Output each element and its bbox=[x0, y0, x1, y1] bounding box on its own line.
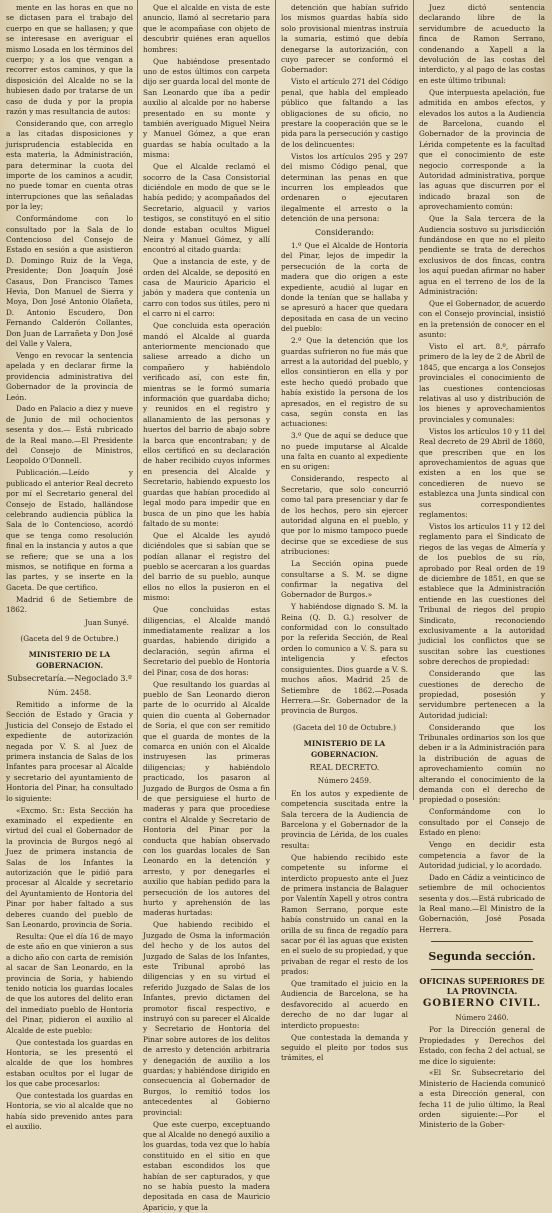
divider bbox=[431, 941, 533, 942]
subheading: REAL DECRETO. bbox=[309, 762, 380, 772]
paragraph: Conformándome con lo consultado por el Consejo de Estado en pleno: bbox=[419, 807, 545, 838]
paragraph: Considerando que los Tribunales ordinarios son los que deben ir a la Administración para la distribución de aguas de aprovechamiento común no alterando el conocimiento de la demanda con el derecho de propiedad o posesión: bbox=[419, 722, 545, 805]
paragraph: 2.º Que la detención que los guardas sufrieron no fue más que arrest a la autoridad del pueblo, y ellos consintieron en ella y por este hecho quedó probado que había existido la persona de los apresados, en el registro de su casa, según consta en las actuaciones: bbox=[281, 336, 408, 429]
paragraph: Considerando, respecto al Secretario, que solo concurrió como tal para presenciar y dar fe de los hechos, pero sin ejercer autoridad alguna en el pueblo, y que por lo mismo tampoco puede decirse que se excediese de sus atribuciones: bbox=[281, 474, 408, 557]
paragraph: Madrid 6 de Setiembre de 1862. bbox=[6, 594, 133, 615]
paragraph: Dado en Palacio a diez y nueve de Junio de mil ochocientos sesenta y dos.— Está rubricado de la Real mano.—El Presidente del Consejo de Ministros, Leopoldo O'Donnell. bbox=[6, 404, 133, 466]
paragraph: detención que habían sufrido los mismos guardas había sido solo provisional mientras instruía la sumaria, estimó que debía denegarse la autorización, con cuyo parecer se conformó el Gobernador: bbox=[281, 3, 408, 75]
paragraph: Publicación.—Leído y publicado el anterior Real decreto por mí el Secretario general del Consejo de Estado, hallándose celebrando audiencia pública la Sala de lo Contencioso, acordó que se tenga como resolución final en la instancia y autos a que se refiere; que se una a los mismos, se notifique en forma a las partes, y se inserte en la Gaceta. De que certifico. bbox=[6, 468, 133, 592]
section-heading: MINISTERIO DE LA GOBERNACION. bbox=[28, 650, 111, 670]
column-2 bbox=[143, 3, 270, 1212]
paragraph: Que el alcalde en vista de este anuncio, llamó al secretario para que le acompañase con objeto de descubrir quiénes eran aquellos hombres: bbox=[143, 3, 270, 54]
item-number: Número 2460. bbox=[455, 1012, 509, 1022]
item-number: Número 2459. bbox=[317, 776, 372, 786]
divider bbox=[431, 969, 533, 970]
paragraph: Que la Sala tercera de la Audiencia sostuvo su jurisdicción fundándose en que no el pleito pendiente se trata de derechos exclusivos de dos fincas, contra los aquí puedan afirmar no haber agua en el terreno de los de la Administración: bbox=[419, 214, 545, 296]
paragraph: Que concluidas estas diligencias, el Alcalde mandó inmediatamente realizar a los guardas, habiendo dirigido a declaración, según afirma el Secretario del pueblo de Hontoria del Pinar, cosa de dos horas: bbox=[143, 605, 270, 677]
subheading: Subsecretaría.—Negociado 3.º bbox=[7, 674, 132, 684]
column-1 bbox=[6, 3, 133, 1132]
paragraph: Visto el art. 8.º, párrafo primero de la ley de 2 de Abril de 1845, que encarga a los Consejos provinciales el conocimiento de las cuestiones contenciosas relativas al uso y distribución de los bienes y aprovechamientos provinciales y comunales: bbox=[419, 342, 545, 424]
column-4 bbox=[419, 3, 545, 1130]
item-number: Núm. 2458. bbox=[47, 687, 92, 697]
gaceta-note: (Gaceta del 9 de Octubre.) bbox=[20, 633, 119, 643]
paragraph: Que contestada los guardas en Hontoria, se vio al alcalde que no había sido prevenido antes para el auxilio. bbox=[6, 1091, 133, 1132]
column-rule bbox=[137, 0, 138, 800]
column-rule bbox=[275, 0, 276, 800]
section-title: Segunda sección. bbox=[428, 950, 536, 964]
paragraph: Que el Gobernador, de acuerdo con el Consejo provincial, insistió en la pretensión de conocer en el asunto: bbox=[419, 298, 545, 340]
paragraph: Que concluida esta operación mandó el Alcalde al guarda anteriormente mencionado que saliese arreado a dicho un compañero y habiéndolo verificado así, con este fin, mientras se le formó sumaria información que guardaba dicho; y reunidos en el registro y allanamiento de las personas y huertos del barrio de abajo sobre la barca que encontraban; y de ellos certificó en su declaración de haber recibido cuyos informes en presencia del Alcalde y Secretario, habiendo expuesto los guardas que habían procedido al legal modo para impedir que en busca de un pino que les había faltado de su monte: bbox=[143, 321, 270, 528]
paragraph: Vistos los artículos 295 y 297 del mismo Código penal, que determinan las penas en que incurren los empleados que ordenaren o ejecutaren ilegalmente el arresto o la detención de una persona: bbox=[281, 151, 408, 224]
paragraph: Que resultando los guardas al pueblo de San Leonardo dieron parte de lo ocurrido al Alcalde quien dio cuenta al Gobernador de Soria, el que con ser remitido que el guarda de montes de la comarca en unión con el Alcalde instruyesen las primeras diligencias; y habiéndolo practicado, los pasaron al Juzgado de Burgos de Osma a fin de que persiguiese el hurto de maderas y para que procediese contra el Alcalde y Secretario de Hontoria del Pinar por la conducta que habían observado con los guardas locales de San Leonardo en la detención y arresto, y por denegarles el auxilio que habían pedido para la persecución de los autores del hurto y aprehensión de las maderas hurtadas: bbox=[143, 679, 270, 918]
paragraph: Que tramitado el juicio en la Audiencia de Barcelona, se ha desfavorecido al acuerdo en derecho de no dar lugar al interdicto propuesto: bbox=[281, 979, 408, 1030]
paragraph: Remitido a informe de la Sección de Estado y Gracia y Justicia del Consejo de Estado el expediente de autorización negada por V. S. al Juez de primera instancia de Salas de los Infantes para procesar al Alcalde y secretario del ayuntamiento de Hontoria del Pinar, ha consultado lo siguiente: bbox=[6, 700, 133, 803]
paragraph: «Excmo. Sr.: Esta Sección ha examinado el expediente en virtud del cual el Gobernador de la provincia de Burgos negó al Juez de primera instancia de Salas de los Infantes la autorización que le pidió para procesar al Alcalde y secretario del Ayuntamiento de Hontoria del Pinar por haber faltado a sus deberes cuando del pueblo de San Leonardo, provincia de Soria. bbox=[6, 805, 133, 930]
paragraph: Vistos los artículos 10 y 11 del Real decreto de 29 Abril de 1860, que prescriben que en los aprovechamientos de aguas que existen a en los que se concedieren de nuevo se establezca una Junta sindical con sus correspondientes reglamentos: bbox=[419, 426, 545, 519]
paragraph: 3.º Que de aquí se deduce que no puede imputarse al Alcalde una falta en cuanto al expediente en su origen: bbox=[281, 431, 408, 472]
paragraph: 1.º Que el Alcalde de Hontoria del Pinar, lejos de impedir la persecución de la corta de madera que dio origen a este expediente, acudió al lugar en donde la tenían que se hallaba y se apresuró a hacer que quedara depositada en casa de un vecino del pueblo: bbox=[281, 240, 408, 334]
signature: Juan Sunyé. bbox=[84, 617, 129, 627]
paragraph: Que habiendo recibido este competente su informe el interdicto propuesto ante el Juez de primera instancia de Balaguer por Valentín Xapell y otros contra Ramon Serrano, porque este había construido un canal en la orilla de su finca de regadío para sacar por él las aguas que existen en el suelo de su propiedad, y que privaban de regar el resto de los prados: bbox=[281, 852, 408, 977]
column-rule bbox=[413, 0, 414, 800]
considerando-label: Considerando: bbox=[315, 227, 374, 237]
paragraph: Vistos los artículos 11 y 12 del reglamento para el Sindicato de riegos de las vegas de Almería y de los pueblos de su río, aprobado por Real orden de 19 de diciembre de 1851, en que se establece que la Administración entiende en las cuestiones del Tribunal de riegos del propio Sindicato, reconociendo exclusivamente a la autoridad judicial los conflictos que se suscitan sobre las cuestiones sobre derechos de propiedad: bbox=[419, 521, 545, 667]
paragraph: Y habiéndose dignado S. M. la Reina (Q. D. G.) resolver de conformidad con lo consultado por la referida Sección, de Real orden lo comunico a V. S. para su inteligencia y efectos consiguientes. Dios guarde a V. S. muchos años. Madrid 25 de Setiembre de 1862.—Posada Herrera.—Sr. Gobernador de la provincia de Burgos. bbox=[281, 602, 408, 716]
paragraph: Que habiendo recibido el Juzgado de Osma la información del hecho y de los autos del Juzgado de Salas de los Infantes, este Tribunal aprobó las diligencias y en su virtud el referido Juzgado de Salas de los Infantes, previo dictamen del promotor fiscal respectivo, e instruyó con su parecer el Alcalde y Secretario de Hontoria del Pinar sobre autores de los delitos de arresto y detención arbitraria y denegación de auxilio a los guardas; y habiéndose dirigido en consecuencia al Gobernador de Burgos, lo remitió todos los antecedentes al Gobierno provincial: bbox=[143, 920, 270, 1117]
paragraph: Visto el artículo 271 del Código penal, que habla del empleado público que faltando a las obligaciones de su oficio, no prestare la cooperación que se le pida para la persecución y castigo de los delincuentes: bbox=[281, 77, 408, 149]
paragraph: Que este cuerpo, exceptuando que al Alcalde no denegó auxilio a los guardas, toda vez que lo había constituido en el sitio en que estaban escondidos los que habían de ser capturados, y que no se había puesto la madera depositada en casa de Mauricio Aparicio, y que la bbox=[143, 1119, 270, 1212]
paragraph: Juez dictó sentencia declarando libre de la servidumbre de acueducto la finca de Ramon Serrano, condenando a Xapell a la devolución de las costas del interdicto, y al pago de las costas en este último tribunal: bbox=[419, 3, 545, 85]
paragraph: Dado en Cádiz a veinticinco de setiembre de mil ochocientos sesenta y dos.—Está rubricado de la Real mano.—El Ministro de la Gobernación, José Posada Herrera. bbox=[419, 872, 545, 934]
section-heading: MINISTERIO DE LA GOBERNACION. bbox=[303, 739, 386, 759]
paragraph: En los autos y expediente de competencia suscitada entre la Sala tercera de la Audiencia de Barcelona y el Gobernador de la provincia de Lérida, de los cuales resulta: bbox=[281, 788, 408, 850]
paragraph: Por la Dirección general de Propiedades y Derechos del Estado, con fecha 2 del actual, se me dice lo siguiente: bbox=[419, 1025, 545, 1066]
paragraph: La Sección opina puede consultarse a S. M. se digne confirmar la negativa del Gobernador de Burgos.» bbox=[281, 559, 408, 600]
paragraph: Que interpuesta apelación, fue admitida en ambos efectos, y elevados los autos a la Audiencia de Barcelona, cuando el Gobernador de la provincia de Lérida competente es la facultad que el conocimiento de este negocio corresponde a la Autoridad administrativa, porque las aguas que discurren por el indicado brazal son de aprovechamiento común: bbox=[419, 87, 545, 212]
paragraph: Considerando que las cuestiones de derecho de propiedad, posesión y servidumbre pertenecen a la Autoridad judicial: bbox=[419, 669, 545, 720]
paragraph: Vengo en decidir esta competencia a favor de la Autoridad judicial, y lo acordado. bbox=[419, 840, 545, 870]
paragraph: Resulta: Que el día 16 de mayo de este año en que vinieron a sus a dicho año con carta de remisión al sacar de San Leonardo, en la provincia de Soria, y habiendo tenido noticia los guardas locales de que los autores del delito eran del inmediato pueblo de Hontoria del Pinar, pidieron el auxilio al Alcalde de este pueblo: bbox=[6, 931, 133, 1035]
gobierno-civil-heading: GOBIERNO CIVIL. bbox=[422, 998, 542, 1010]
paragraph: Considerando que, con arreglo a las citadas disposiciones y jurisprudencia establecida en esta materia, la Administración, para determinar la cuota del importe de los caminos a acudir, no puede tomar en cuenta otras interrupciones que las señaladas por la ley; bbox=[6, 118, 133, 212]
paragraph: Que el Alcalde les ayudó diciéndoles que si sabían que se podían allanar el registro del pueblo se acercaran a los guardas del barrio de su pueblo, aunque ellos no ellos la pusieron en el mismo: bbox=[143, 530, 270, 603]
paragraph: mente en las horas en que no se dictasen para el trabajo del cuerpo en que se hallasen; y que se interesase en averiguar el mismo Losada en los términos del cuerpo; y a los que vengan a recorrer estos caminos, y que la disposición del Alcalde no se la hubiesen dado por tratarse de un caso de duda y por la propia razón y mas resultancia de autos: bbox=[6, 3, 133, 117]
gaceta-note: (Gaceta del 10 de Octubre.) bbox=[293, 722, 396, 732]
paragraph: Que habiéndose presentado uno de estos últimos con carpeta dijo ser guarda local del monte de San Leonardo que iba a pedir auxilio al alcalde por no haberse presentado en su monte y también averiguado Miguel Neira y Manuel Gómez, a que eran guardas se había ocultado a la misma: bbox=[143, 56, 270, 160]
column-3 bbox=[281, 3, 408, 1063]
paragraph: «El Sr. Subsecretario del Ministerio de Hacienda comunicó a esta Dirección general, con fecha 11 de julio último, la Real orden siguiente:—Por el Ministerio de la Gober- bbox=[419, 1068, 545, 1130]
paragraph: Que a instancia de este, y de orden del Alcalde, se depositó en casa de Mauricio Aparicio el jabón y madera que contenía un carro con todos sus útiles, pero ni el carro ni el carro: bbox=[143, 257, 270, 319]
paragraph: Vengo en revocar la sentencia apelada y en declarar firme la providencia administrativa del Gobernador de la provincia de León. bbox=[6, 350, 133, 402]
offices-heading: OFICINAS SUPERIORES DE LA PROVINCIA. bbox=[419, 975, 545, 997]
paragraph: Que contestada los guardas en Hontoria, se les presentó el alcalde de que los hombres estaban ocultos por el lugar de los que cabe procesarlos: bbox=[6, 1037, 133, 1089]
paragraph: Que contestada la demanda y seguido el pleito por todos sus trámites, el bbox=[281, 1032, 408, 1063]
paragraph: Que el Alcalde reclamó el socorro de la Casa Consistorial diciéndole en modo de que se le había pedido; y acompañados del Secretario, alguacil y varios testigos, se constituyó en el sitio donde estaban ocultos Miguel Neira y Manuel Gómez, y allí encontró al citado guarda: bbox=[143, 162, 270, 255]
paragraph: Conformándome con lo consultado por la Sala de lo Contencioso del Consejo de Estado en sesión a que asistieron D. Domingo Ruiz de la Vega, Presidente; Don Joaquín José Casaus, Don Francisco Tames Hevia, Don Manuel de Sierra y Moya, Don José Antonio Olañeta, D. Antonio Escudero, Don Fernando Calderón Collantes, Don Juan de Larrañeta y Don José del Valle y Valera, bbox=[6, 214, 133, 348]
